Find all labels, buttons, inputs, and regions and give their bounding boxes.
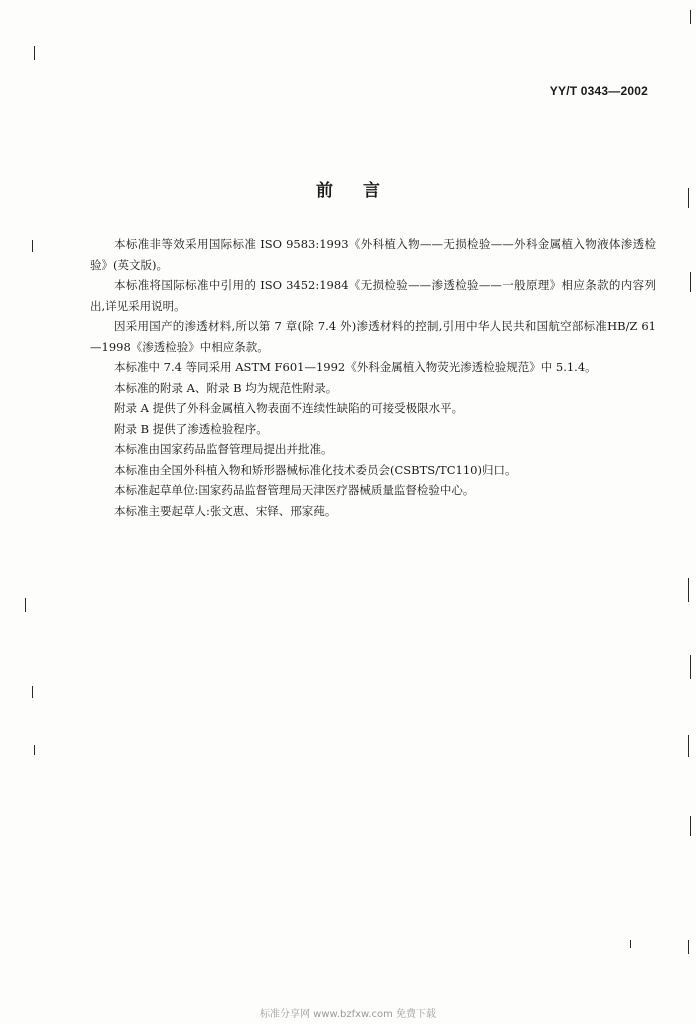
paragraph-10: 本标准起草单位:国家药品监督管理局天津医疗器械质量监督检验中心。 [114, 483, 475, 497]
scan-mark-bottom [630, 940, 631, 948]
scan-mark-left-2 [32, 240, 33, 252]
scan-mark-right-6 [688, 735, 689, 757]
paragraph-8: 本标准由国家药品监督管理局提出并批准。 [114, 442, 333, 456]
paragraph-4: 本标准中 7.4 等同采用 ASTM F601—1992《外科金属植入物荧光渗透检验规范》中 5.1.4。 [114, 360, 597, 374]
scan-mark-right-5 [690, 655, 691, 679]
paragraph-6: 附录 A 提供了外科金属植入物表面不连续性缺陷的可接受极限水平。 [114, 401, 464, 415]
scan-mark-left-1 [34, 46, 35, 60]
scan-mark-right-1 [690, 10, 691, 24]
scan-mark-right-3 [690, 272, 691, 292]
foreword-body [90, 234, 656, 521]
page-title: 前言 [316, 181, 410, 201]
paragraph-7: 附录 B 提供了渗透检验程序。 [114, 421, 268, 436]
scan-mark-left-4 [32, 686, 33, 698]
paragraph-11: 本标准主要起草人:张文恵、宋铎、邢家莼。 [114, 503, 337, 518]
paragraph-1: 本标准非等效采用国际标准 ISO 9583:1993《外科植入物——无损检验——外科金属植入物液体渗透检验》(英文版)。 [90, 237, 656, 272]
scan-mark-right-4 [688, 578, 689, 602]
scan-mark-right-8 [688, 940, 689, 954]
paragraph-2: 本标准将国际标准中引用的 ISO 3452:1984《无损检验——渗透检验——一般原理》相应条款的内容列出,详见采用说明。 [90, 278, 656, 313]
paragraph-9: 本标准由全国外科植入物和矫形器械标准化技术委员会(CSBTS/TC110)归口。 [114, 462, 517, 477]
scan-mark-right-7 [690, 816, 691, 836]
paragraph-5: 本标准的附录 A、附录 B 均为规范性附录。 [114, 380, 338, 395]
footer-watermark: 标准分享网 www.bzfxw.com 免费下载 [260, 1009, 436, 1020]
standard-number: YY/T 0343—2002 [549, 84, 648, 98]
scan-mark-left-3 [25, 598, 26, 612]
scan-mark-left-5 [34, 745, 35, 755]
scan-mark-right-2 [688, 188, 689, 208]
paragraph-3: 因采用国产的渗透材料,所以第 7 章(除 7.4 外)渗透材料的控制,引用中华人民共和国航空部标准HB/Z 61—1998《渗透检验》中相应条款。 [90, 319, 656, 354]
